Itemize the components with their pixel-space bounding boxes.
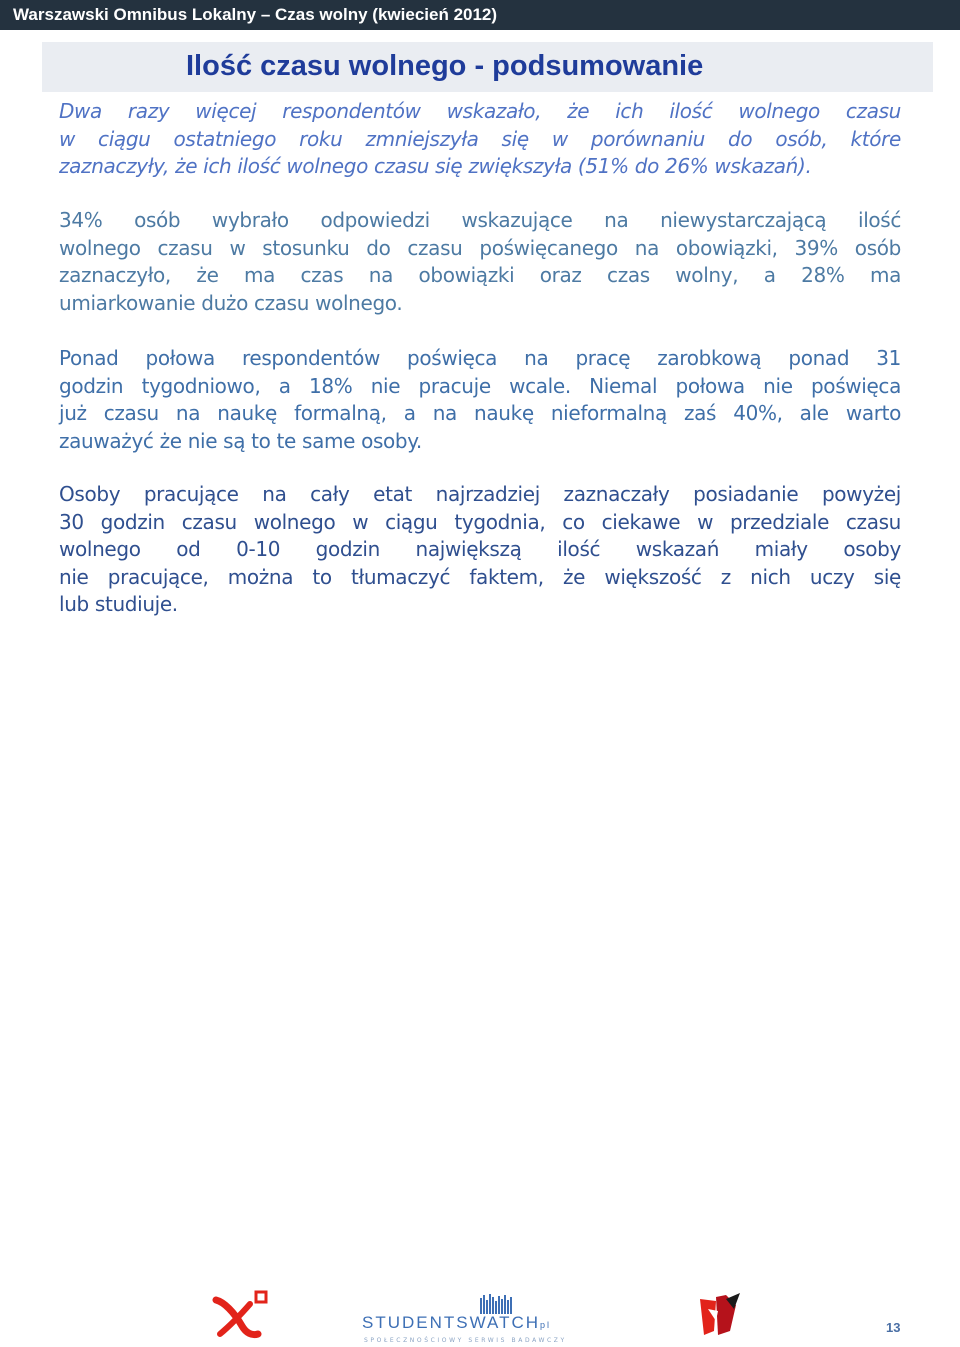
paragraph-line: Dwa razy więcej respondentów wskazało, że ich ilość wolnego czasu: [59, 99, 901, 123]
paragraph-2: [59, 207, 901, 317]
paragraph-line: wolnego od 0-10 godzin największą ilość wskazań miały osoby: [59, 537, 901, 561]
paragraph-line: wolnego czasu w stosunku do czasu poświęcanego na obowiązki, 39% osób: [59, 235, 901, 260]
header-title: Warszawski Omnibus Lokalny – Czas wolny (kwiecień 2012): [13, 5, 498, 24]
paragraph-line: umiarkowanie dużo czasu wolnego.: [59, 290, 403, 315]
paragraph-line: zaznaczyły, że ich ilość wolnego czasu się zwiększyła (51% do 26% wskazań).: [59, 154, 812, 178]
paragraph-line: zauważyć że nie są to te same osoby.: [59, 428, 422, 453]
studentswatch-tagline: SPOŁECZNOŚCIOWY SERWIS BADAWCZY: [364, 1337, 567, 1344]
paragraph-line: lub studiuje.: [59, 592, 178, 616]
paragraph-4: [59, 481, 901, 619]
paragraph-line: już czasu na naukę formalną, a na naukę nieformalną zaś 40%, ale warto: [59, 401, 901, 425]
header-bar: [0, 0, 960, 30]
studentswatch-wordmark: [362, 1313, 551, 1333]
page-number: 13: [886, 1320, 901, 1335]
paragraph-line: godzin tygodniowo, a 18% nie pracuje wcale. Niemal połowa nie poświęca: [59, 373, 901, 398]
university-logo-icon: [696, 1291, 744, 1339]
paragraph-3: [59, 345, 901, 455]
x-logo-icon: [210, 1290, 270, 1340]
paragraph-line: 34% osób wybrało odpowiedzi wskazujące na niewystarczającą ilość: [59, 208, 901, 232]
studentswatch-suffix: pl: [540, 1320, 552, 1330]
paragraph-1: [59, 98, 901, 181]
slide-title: Ilość czasu wolnego - podsumowanie: [186, 50, 704, 82]
paragraph-line: nie pracujące, można to tłumaczyć faktem, że większość z nich uczy się: [59, 564, 901, 589]
paragraph-line: Osoby pracujące na cały etat najrzadziej zaznaczały posiadanie powyżej: [59, 482, 901, 506]
paragraph-line: w ciągu ostatniego roku zmniejszyła się w porównaniu do osób, które: [59, 126, 901, 151]
studentswatch-text: STUDENTSWATCH: [362, 1313, 541, 1332]
sound-bars-icon: [362, 1292, 602, 1314]
footer: [0, 640, 960, 1344]
paragraph-line: 30 godzin czasu wolnego w ciągu tygodnia, co ciekawe w przedziale czasu: [59, 509, 901, 534]
paragraph-line: Ponad połowa respondentów poświęca na pracę zarobkową ponad 31: [59, 346, 901, 370]
studentswatch-logo: [362, 1292, 602, 1347]
paragraph-line: zaznaczyło, że ma czas na obowiązki oraz czas wolny, a 28% ma: [59, 263, 901, 287]
